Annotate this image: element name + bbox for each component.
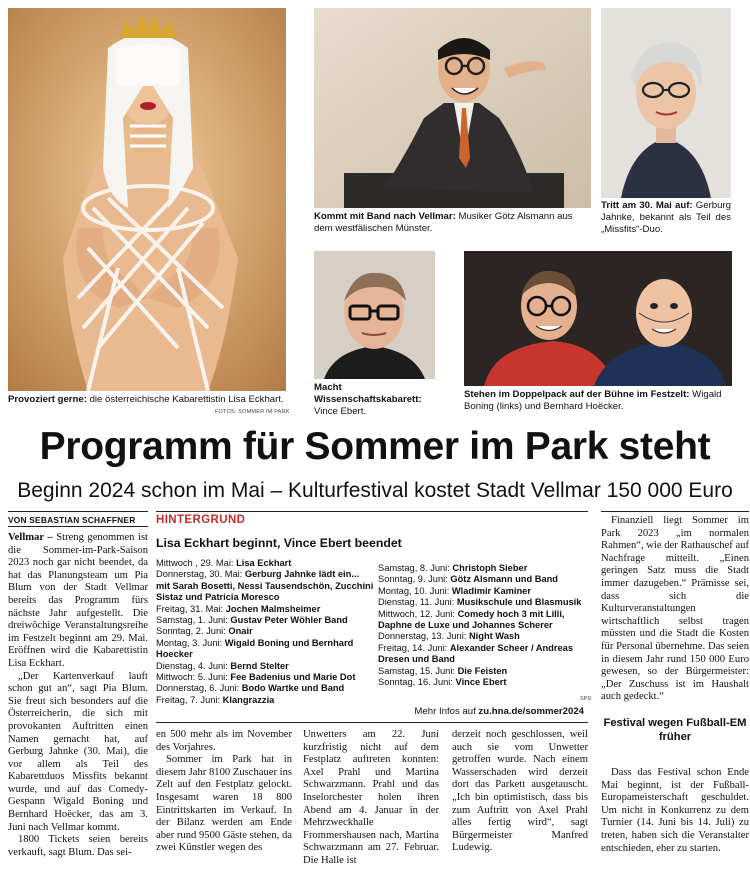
col2-paragraph-2: Sommer im Park hat in diesem Jahr 8100 Zuschauer ins Zelt auf den Festplatz gelockt. Insgesamt waren 18 800 Eintrittskarten im Verkauf. In der Bilanz werden am Ende aber rund 9500 Gäste stehen, da zwei Künstler wegen des xyxy=(156,754,292,854)
program-entry: Montag, 10. Juni: Wladimir Kaminer xyxy=(378,585,531,596)
program-entry: Sistaz und Patricia Moresco xyxy=(156,592,280,603)
caption-jahnke-text: Gerburg Jahnke, bekannt als Teil des „Missfits“-Duo. xyxy=(601,200,731,235)
program-entry: Sonntag, 9. Juni: Götz Alsmann und Band xyxy=(378,574,558,585)
program-entry: Montag, 3. Juni: Wigald Boning und Bernhard xyxy=(156,637,354,648)
program-entry: Dienstag, 11. Juni: Musikschule und Blasmusik xyxy=(378,597,582,608)
program-entry: Samstag, 1. Juni: Gustav Peter Wöhler Band xyxy=(156,615,348,626)
headline: Programm für Sommer im Park steht xyxy=(39,425,711,468)
more-info xyxy=(414,706,584,717)
box-rule-bottom xyxy=(156,722,588,723)
program-entry: Samstag, 15. Juni: Die Feisten xyxy=(378,665,508,676)
author-sign: SPS xyxy=(580,696,592,702)
caption-boning-bold: Stehen im Doppelpack auf der Bühne im Festzelt: xyxy=(464,389,690,400)
program-entry: Freitag, 7. Juni: Klangrazzia xyxy=(156,694,275,705)
author-rule xyxy=(8,511,148,512)
program-entry: Mittwoch: 5. Juni: Fee Badenius und Marie Dot xyxy=(156,672,356,683)
caption-jahnke-bold: Tritt am 30. Mai auf: xyxy=(601,200,693,211)
box-rule xyxy=(156,511,588,512)
program-entry: Donnerstag, 13. Juni: Night Wash xyxy=(378,631,520,642)
program-entry: Hoecker xyxy=(156,649,193,660)
more-info-link[interactable]: zu.hna.de/sommer2024 xyxy=(478,706,584,717)
program-entry: mit Sarah Bosetti, Nessi Tausendschön, Zucchini xyxy=(156,580,374,591)
box-tag: HINTERGRUND xyxy=(156,514,246,526)
program-entry: Dresen und Band xyxy=(378,654,455,665)
caption-boning-text: Wigald Boning (links) und Bernhard Hoëcker. xyxy=(464,389,722,412)
col1-paragraph-1: Streng genommen ist die Sommer-im-Park-Saison 2023 noch gar nicht beendet, da hat das Planungsteam um Pia Blum von der Stadt Vellmar bereits das Programm fürs nächste Jahr aufgestellt. Die dreiwöchige Veranstaltungsreihe im Festzelt beginnt am 29. Mai. Eröffnen wird die Kabarettistin Lisa Eckhart. xyxy=(8,532,149,669)
program-list-right xyxy=(378,563,588,688)
caption-ebert xyxy=(314,382,436,418)
col5-paragraph-1: Finanziell liegt Sommer im Park 2023 „im normalen Rahmen“, wie der Rathauschef auf Nachfrage mitteilt. „Einen geringen Satz muss die Stadt immer dazugeben.“ Prämisse sei, dass sich die Kulturveranstaltungen wirtschaftlich selbst tragen müssten und die Stadt die Kosten für Personal übernehme. Das seien in diesem Jahr rund 150 000 Euro gewesen, so der Bürgermeister: „Der Zuschuss ist im Haushalt auch gedeckt.“ xyxy=(601,515,749,703)
caption-jahnke xyxy=(601,200,731,236)
article-column-2 xyxy=(156,729,292,855)
col1-paragraph-3: 1800 Tickets seien bereits verkauft, sagt Blum. Das sei- xyxy=(8,834,148,858)
caption-eckhart-bold: Provoziert gerne: xyxy=(8,394,87,405)
program-entry: Donnerstag, 30. Mai: Gerburg Jahnke lädt ein... xyxy=(156,569,360,580)
right-col-rule xyxy=(601,511,749,512)
caption-ebert-text: Vince Ebert. xyxy=(314,406,367,417)
article-column-4 xyxy=(452,729,588,855)
caption-eckhart-text: die österreichische Kabarettistin Lisa Eckhart. xyxy=(86,394,284,405)
article-column-5b xyxy=(601,767,749,855)
author-rule-bottom xyxy=(8,526,148,527)
photo-goetz-alsmann xyxy=(314,8,591,208)
box-title: Lisa Eckhart beginnt, Vince Ebert beendet xyxy=(156,536,402,550)
program-list-left xyxy=(156,558,374,706)
photo-gerburg-jahnke xyxy=(601,8,731,198)
program-entry: Freitag, 31. Mai: Jochen Malmsheimer xyxy=(156,603,321,614)
program-entry: Sonntag, 2. Juni: Onair xyxy=(156,626,253,637)
program-entry: Daphne de Luxe und Johannes Scherer xyxy=(378,620,553,631)
article-column-1 xyxy=(8,532,148,859)
col2-paragraph-1: en 500 mehr als im November des Vorjahres. xyxy=(156,729,292,753)
caption-alsmann-text: Musiker Götz Alsmann aus dem westfälischen Münster. xyxy=(314,211,573,234)
caption-boning xyxy=(464,389,734,413)
photo-vince-ebert xyxy=(314,251,435,379)
program-entry: Sonntag, 16. Juni: Vince Ebert xyxy=(378,677,507,688)
col5-paragraph-2: Dass das Festival schon Ende Mai beginnt, ist der Fußball-Europameisterschaft geschuldet. Um nicht in Konkurrenz zu dem Turnier (14. Juni bis 14. Juli) zu treten, haben sich die Veranstalter entschieden, eher zu starten. xyxy=(601,767,749,854)
caption-alsmann-bold: Kommt mit Band nach Vellmar: xyxy=(314,211,456,222)
article-column-5 xyxy=(601,515,749,704)
author-byline: VON SEBASTIAN SCHAFFNER xyxy=(8,515,136,525)
photo-lisa-eckhart xyxy=(8,8,286,391)
program-entry: Donnerstag, 6. Juni: Bodo Wartke und Band xyxy=(156,683,345,694)
program-entry: Freitag, 14. Juni: Alexander Scheer / Andreas xyxy=(378,642,573,653)
subhead-fussball: Festival wegen Fußball-EM früher xyxy=(603,717,747,743)
program-entry: Mittwoch , 29. Mai: Lisa Eckhart xyxy=(156,558,292,568)
col1-paragraph-2: „Der Kartenverkauf lauft schon gut an“, sagt Pia Blum. Sie freut sich besonders auf die Österreicherin, die sich mit provokanten Auftritten einen Namen gemacht hat, auf Gerburg Jahnke (30. Mai), die vor allem als Teil des Kabarettduos Missfits bekannt wurde, und auf das Comedy-Gespann Wigald Boning und Bernhard Hoëcker, das am 3. Juni nach Vellmar kommt. xyxy=(8,670,148,833)
caption-alsmann xyxy=(314,211,592,235)
program-entry: Dienstag, 4. Juni: Bernd Stelter xyxy=(156,660,289,671)
caption-eckhart xyxy=(8,394,288,406)
more-info-prefix: Mehr Infos auf xyxy=(414,706,479,717)
subline: Beginn 2024 schon im Mai – Kulturfestival kostet Stadt Vellmar 150 000 Euro xyxy=(17,479,733,502)
photo-credit: FOTOS: SOMMER IM PARK xyxy=(215,409,290,415)
dateline: Vellmar – xyxy=(8,532,53,543)
program-entry: Mittwoch, 12. Juni: Comedy hoch 3 mit Lilli, xyxy=(378,608,565,619)
photo-boning-hoecker xyxy=(464,251,732,386)
col4-paragraph: derzeit noch geschlossen, weil auch sie vom Unwetter getroffen wurde. Nach einem Wasserschaden wird derzeit dort das Parkett ausgetauscht. „Ich bin optimistisch, dass bis zum Auftritt von Axel Prahl alles fertig wird“, sagt Bürgermeister Manfred Ludewig. xyxy=(452,729,588,854)
caption-ebert-bold: Macht Wissenschaftskabarett: xyxy=(314,382,422,405)
col3-paragraph: Unwetters am 22. Juni kurzfristig nicht auf dem Festplatz auftreten konnten: Axel Prahl und Martina Schwarzmann. Prahl und das Inselorchester holen ihren Abend am 4. Januar in der Mehrzweckhalle Frommershausen nach, Martina Schwarzmann am 27. Februar. Die Halle ist xyxy=(303,729,439,866)
article-column-3 xyxy=(303,729,439,868)
program-entry: Samstag, 8. Juni: Christoph Sieber xyxy=(378,563,528,573)
